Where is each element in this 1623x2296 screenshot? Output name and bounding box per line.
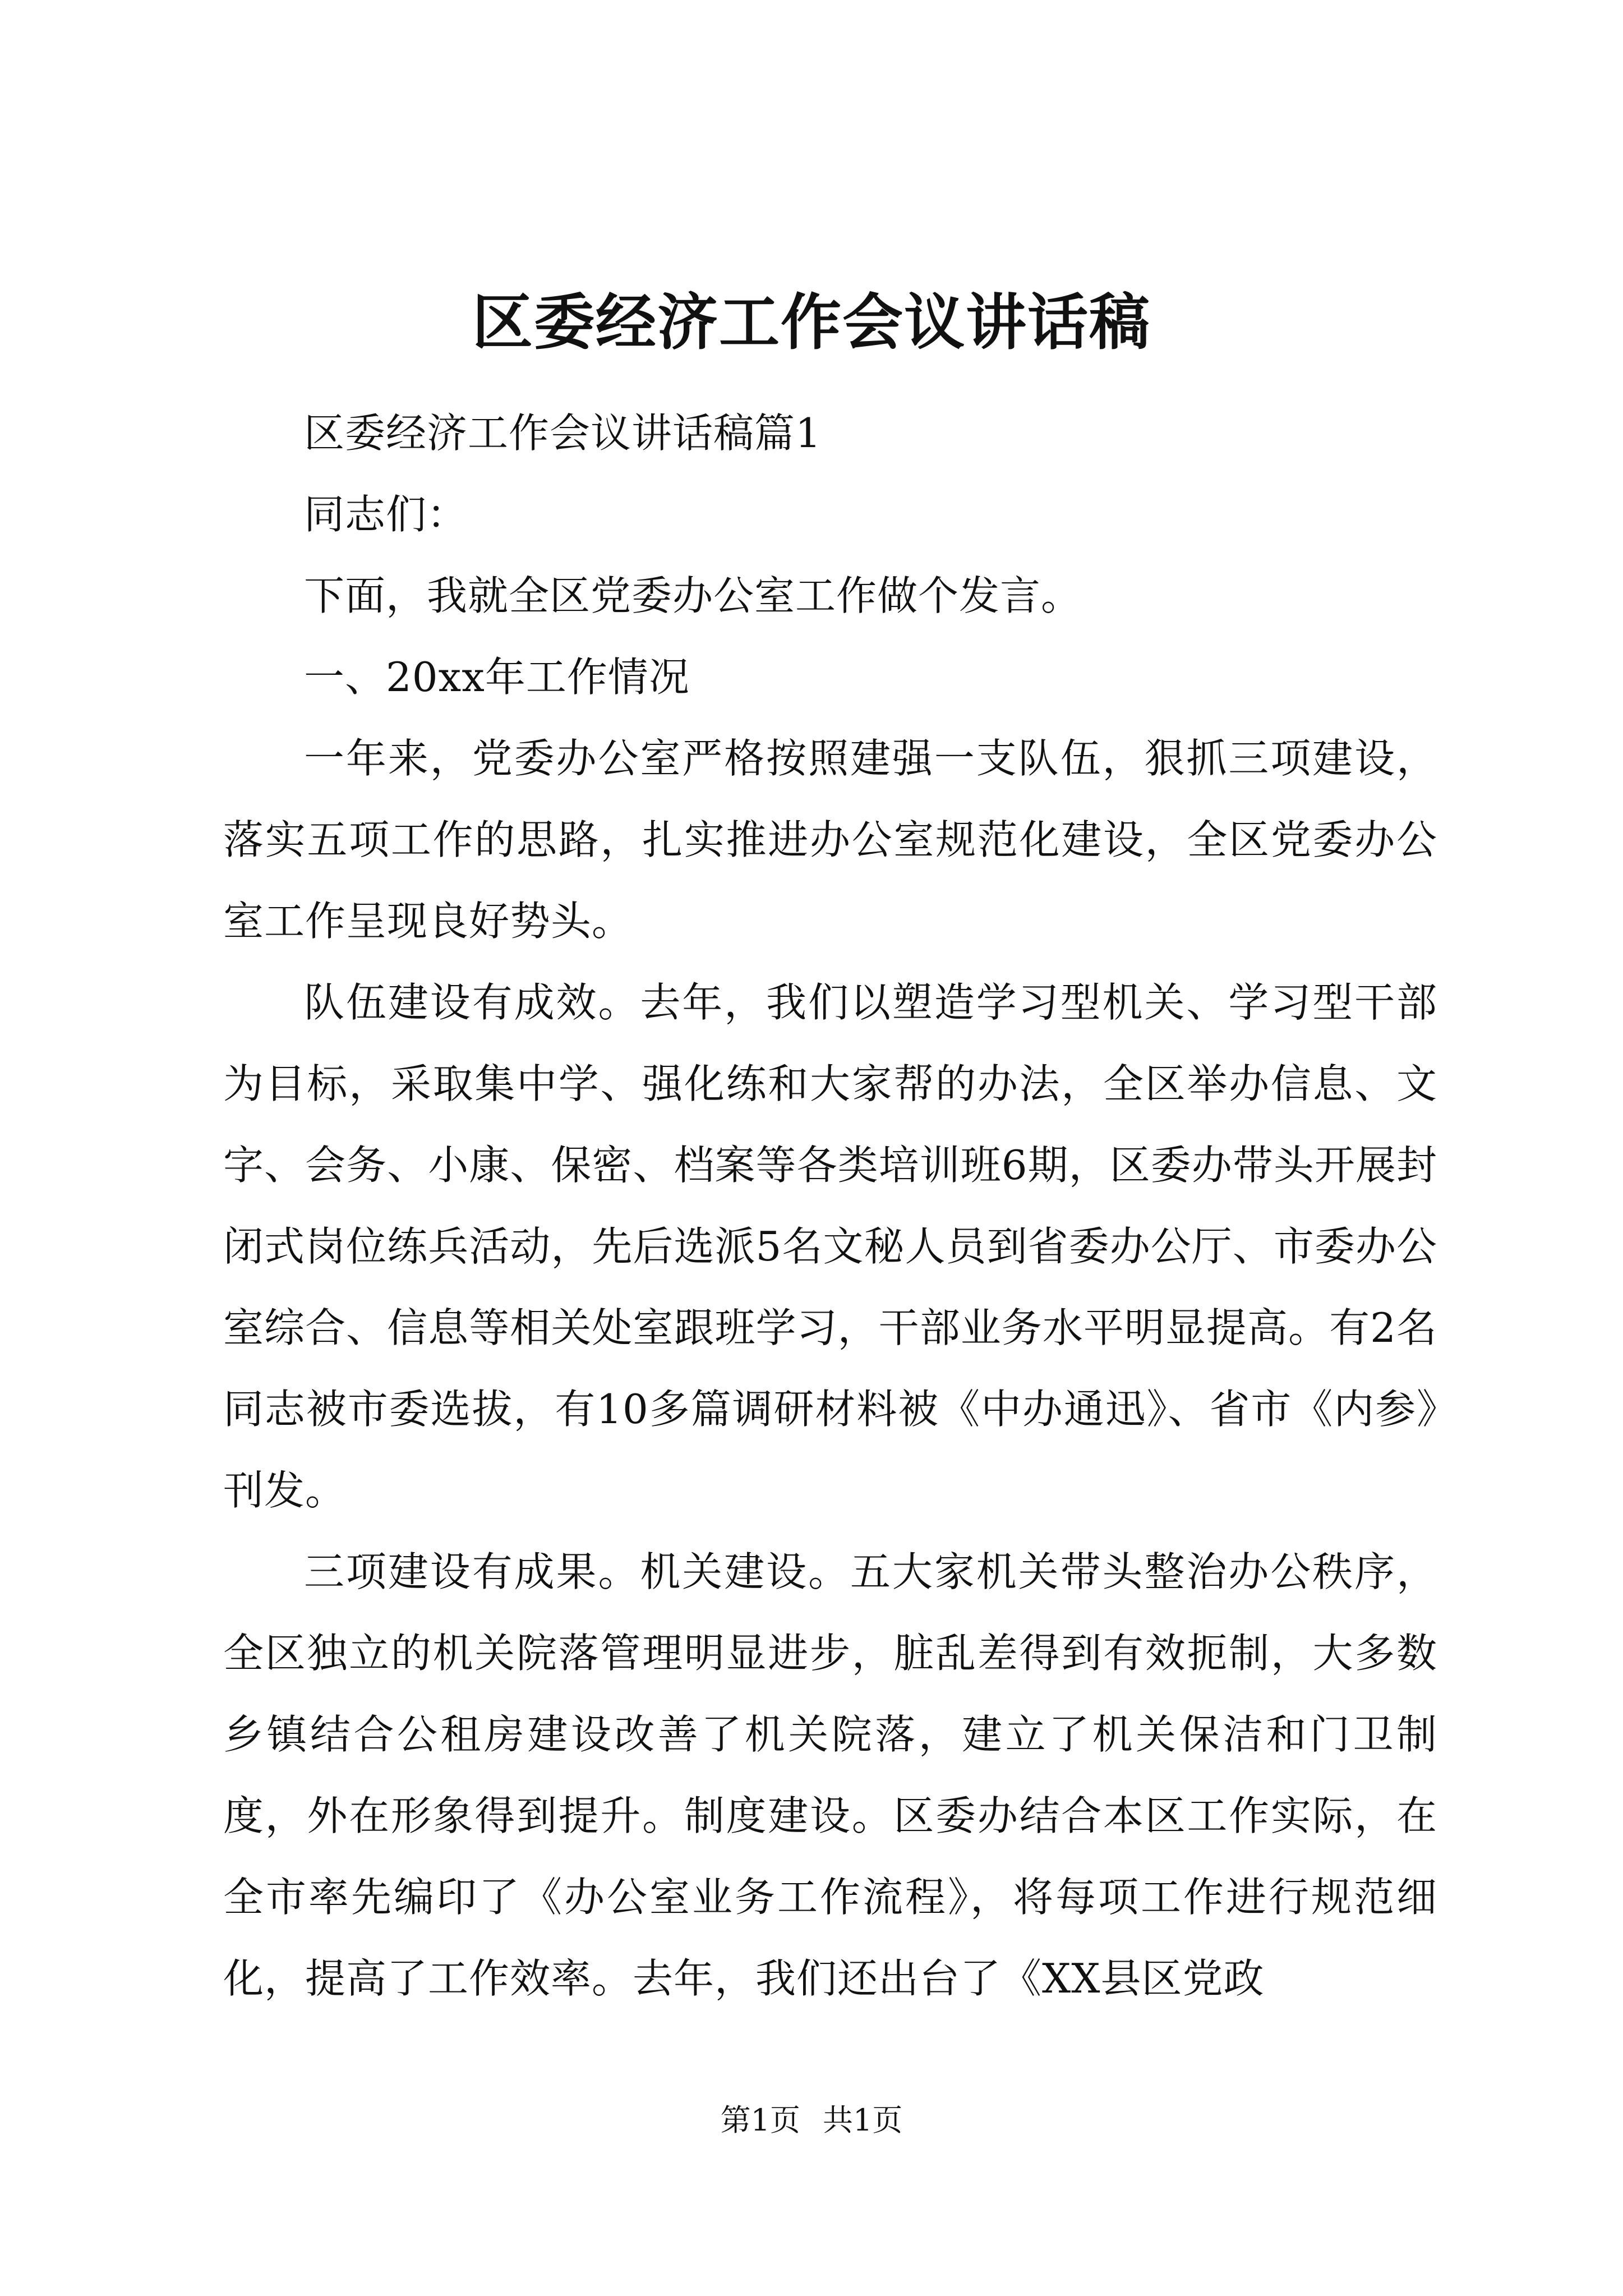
salutation: 同志们： [304,491,468,538]
page-total: 共1页 [823,2102,903,2138]
body-paragraph: 队伍建设有成效。去年，我们以塑造学习型机关、学习型干部为目标，采取集中学、强化练和大家帮的办法，全区举办信息、文字、会务、小康、保密、档案等各类培训班6期，区委办带头开展封闭式岗位练兵活动，先后选派5名文秘人员到省委办公厅、市委办公室综合、信息等相关处室跟班学习，干部业务水平明显提高。有2名同志被市委选拔，有10多篇调研材料被《中办通迅》、省市《内参》刊发。 [223,979,1437,1514]
body-paragraph: 一年来，党委办公室严格按照建强一支队伍，狠抓三项建设，落实五项工作的思路，扎实推进办公室规范化建设，全区党委办公室工作呈现良好势头。 [223,735,1437,945]
body-paragraph: 三项建设有成果。机关建设。五大家机关带头整治办公秩序，全区独立的机关院落管理明显进步，脏乱差得到有效扼制，大多数乡镇结合公租房建设改善了机关院落，建立了机关保洁和门卫制度，外在形象得到提升。制度建设。区委办结合本区工作实际，在全市率先编印了《办公室业务工作流程》，将每项工作进行规范细化，提高了工作效率。去年，我们还出台了《XX县区党政 [223,1548,1437,2002]
page-footer [0,2101,1623,2140]
subsection-heading: 一、20xx年工作情况 [304,654,690,701]
section-heading: 区委经济工作会议讲话稿篇1 [304,409,822,457]
intro-paragraph: 下面，我就全区党委办公室工作做个发言。 [304,572,1082,619]
document-title: 区委经济工作会议讲话稿 [472,287,1151,358]
document-body [223,393,1437,2019]
page-number: 第1页 [720,2102,800,2138]
